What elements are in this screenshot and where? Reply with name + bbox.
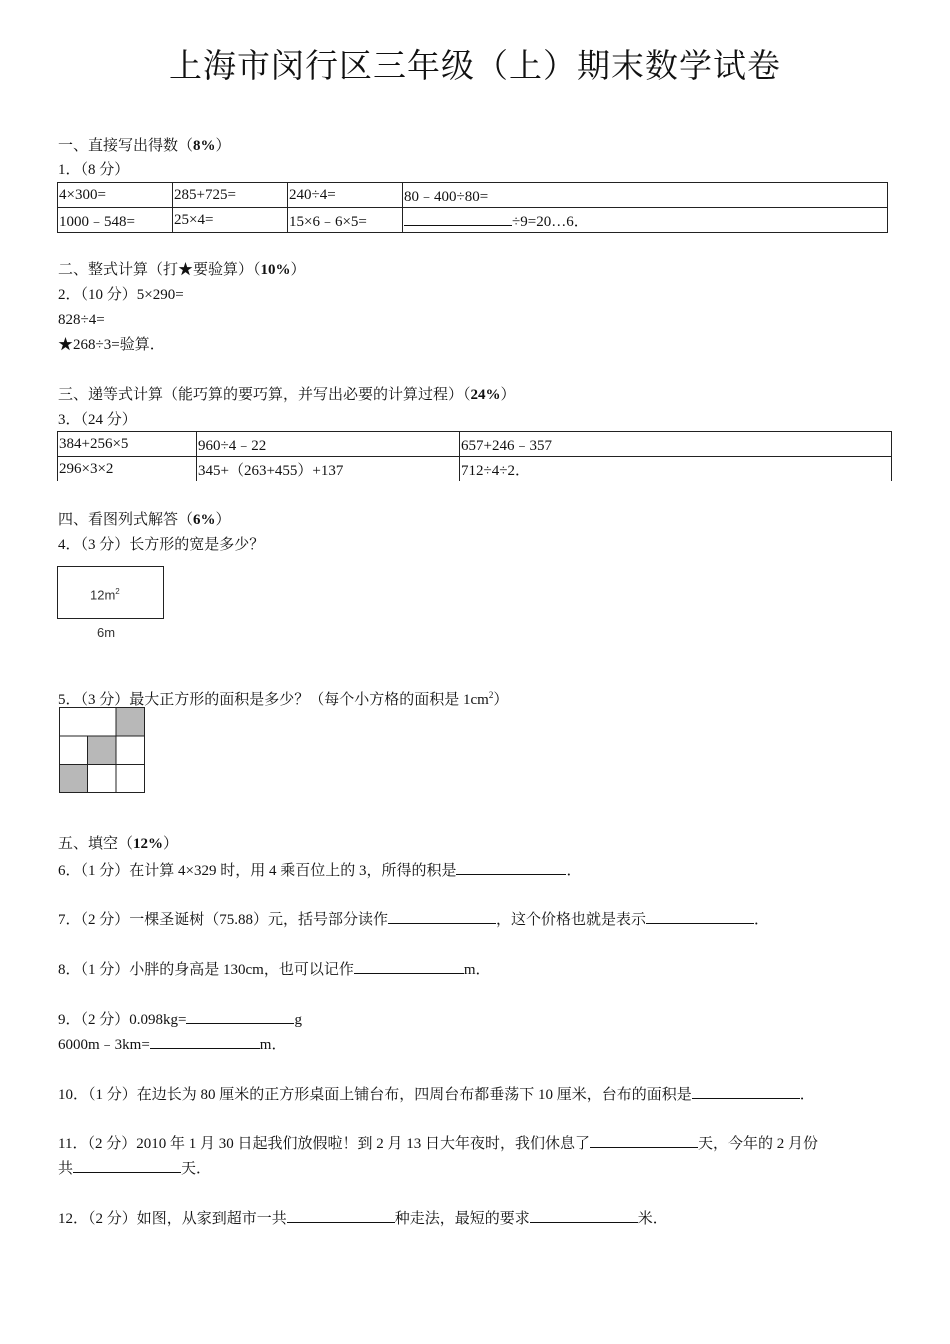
answer-blank[interactable] (456, 859, 566, 875)
q2-line-2: 828÷4= (58, 312, 105, 328)
shaded-square (60, 765, 88, 793)
q3-table (57, 431, 892, 481)
width-label: 6m (97, 625, 116, 640)
q5-text: 5．（3 分）最大正方形的面积是多少？（每个小方格的面积是 $1cm^2$） (58, 690, 509, 708)
answer-blank[interactable] (404, 211, 512, 226)
table-row (58, 183, 888, 208)
answer-blank[interactable] (388, 908, 496, 924)
answer-blank[interactable] (287, 1207, 395, 1223)
section-5-heading: 五、填空（12%） (58, 836, 179, 852)
table-cell: 285+725= (173, 183, 288, 208)
table-cell: 960÷4﹣22 (197, 432, 460, 457)
q11-line-2: 共 天． (58, 1157, 211, 1179)
answer-blank[interactable] (530, 1207, 638, 1223)
table-cell: 4×300= (58, 183, 173, 208)
q2-line-1: 2．（10 分）5×290= (58, 287, 184, 303)
answer-blank[interactable] (692, 1083, 800, 1099)
table-row (58, 432, 892, 457)
table-cell: 240÷4= (288, 183, 403, 208)
table-row (58, 208, 888, 233)
q10: 10．（1 分）在边长为 80 厘米的正方形桌面上铺台布，四周台布都垂荡下 10 厘米，台布的面积是 ． (58, 1083, 815, 1105)
q9-line-1: 9．（2 分）0.098kg= g (58, 1008, 302, 1030)
table-cell: 296×3×2 (58, 457, 197, 482)
table-cell: 657+246﹣357 (460, 432, 892, 457)
answer-blank[interactable] (73, 1157, 181, 1173)
q1-table (57, 182, 888, 233)
rectangle-figure (57, 566, 164, 619)
q3-header: 3．（24 分） (58, 412, 137, 428)
section-1-heading: 一、直接写出得数（8%） (58, 138, 231, 154)
table-cell: 80﹣400÷80= (403, 183, 888, 208)
answer-blank[interactable] (646, 908, 754, 924)
shaded-square (116, 708, 145, 737)
area-label: $12m^2$ (90, 587, 120, 603)
q7: 7．（2 分）一棵圣诞树（75.88）元，括号部分读作 ，这个价格也就是表示 ． (58, 908, 769, 930)
table-row (58, 457, 892, 482)
section-3-heading: 三、递等式计算（能巧算的要巧算，并写出必要的计算过程）（24%） (58, 387, 516, 403)
q8: 8．（1 分）小胖的身高是 130cm，也可以记作 m． (58, 958, 491, 980)
answer-blank[interactable] (150, 1033, 260, 1049)
answer-blank[interactable] (354, 958, 464, 974)
q4-text: 4．（3 分）长方形的宽是多少？ (58, 537, 265, 553)
q11-line-1: 11．（2 分）2010 年 1 月 30 日起我们放假啦！到 2 月 13 日大年夜时，我们休息了 天，今年的 2 月份 (58, 1132, 818, 1154)
answer-blank[interactable] (186, 1008, 294, 1024)
table-cell: 15×6﹣6×5= (288, 208, 403, 233)
shaded-square (88, 736, 117, 765)
answer-blank[interactable] (590, 1132, 698, 1148)
table-cell: ÷9=20…6． (403, 208, 888, 233)
section-2-heading: 二、整式计算（打★要验算）（10%） (58, 262, 306, 278)
table-cell: 25×4= (173, 208, 288, 233)
square-grid-figure (59, 707, 147, 795)
table-cell: 384+256×5 (58, 432, 197, 457)
section-4-heading: 四、看图列式解答（6%） (58, 512, 231, 528)
q1-header: 1．（8 分） (58, 162, 130, 178)
q9-line-2: 6000m﹣3km= m． (58, 1033, 286, 1055)
table-cell: 1000﹣548= (58, 208, 173, 233)
q2-line-3: ★268÷3=验算． (58, 337, 165, 353)
q12: 12．（2 分）如图，从家到超市一共 种走法，最短的要求 米． (58, 1207, 668, 1229)
table-cell: 712÷4÷2． (460, 457, 892, 482)
q6: 6．（1 分）在计算 4×329 时，用 4 乘百位上的 3，所得的积是 ． (58, 859, 581, 881)
table-cell: 345+（263+455）+137 (197, 457, 460, 482)
page-title: 上海市闵行区三年级（上）期末数学试卷 (169, 46, 781, 85)
